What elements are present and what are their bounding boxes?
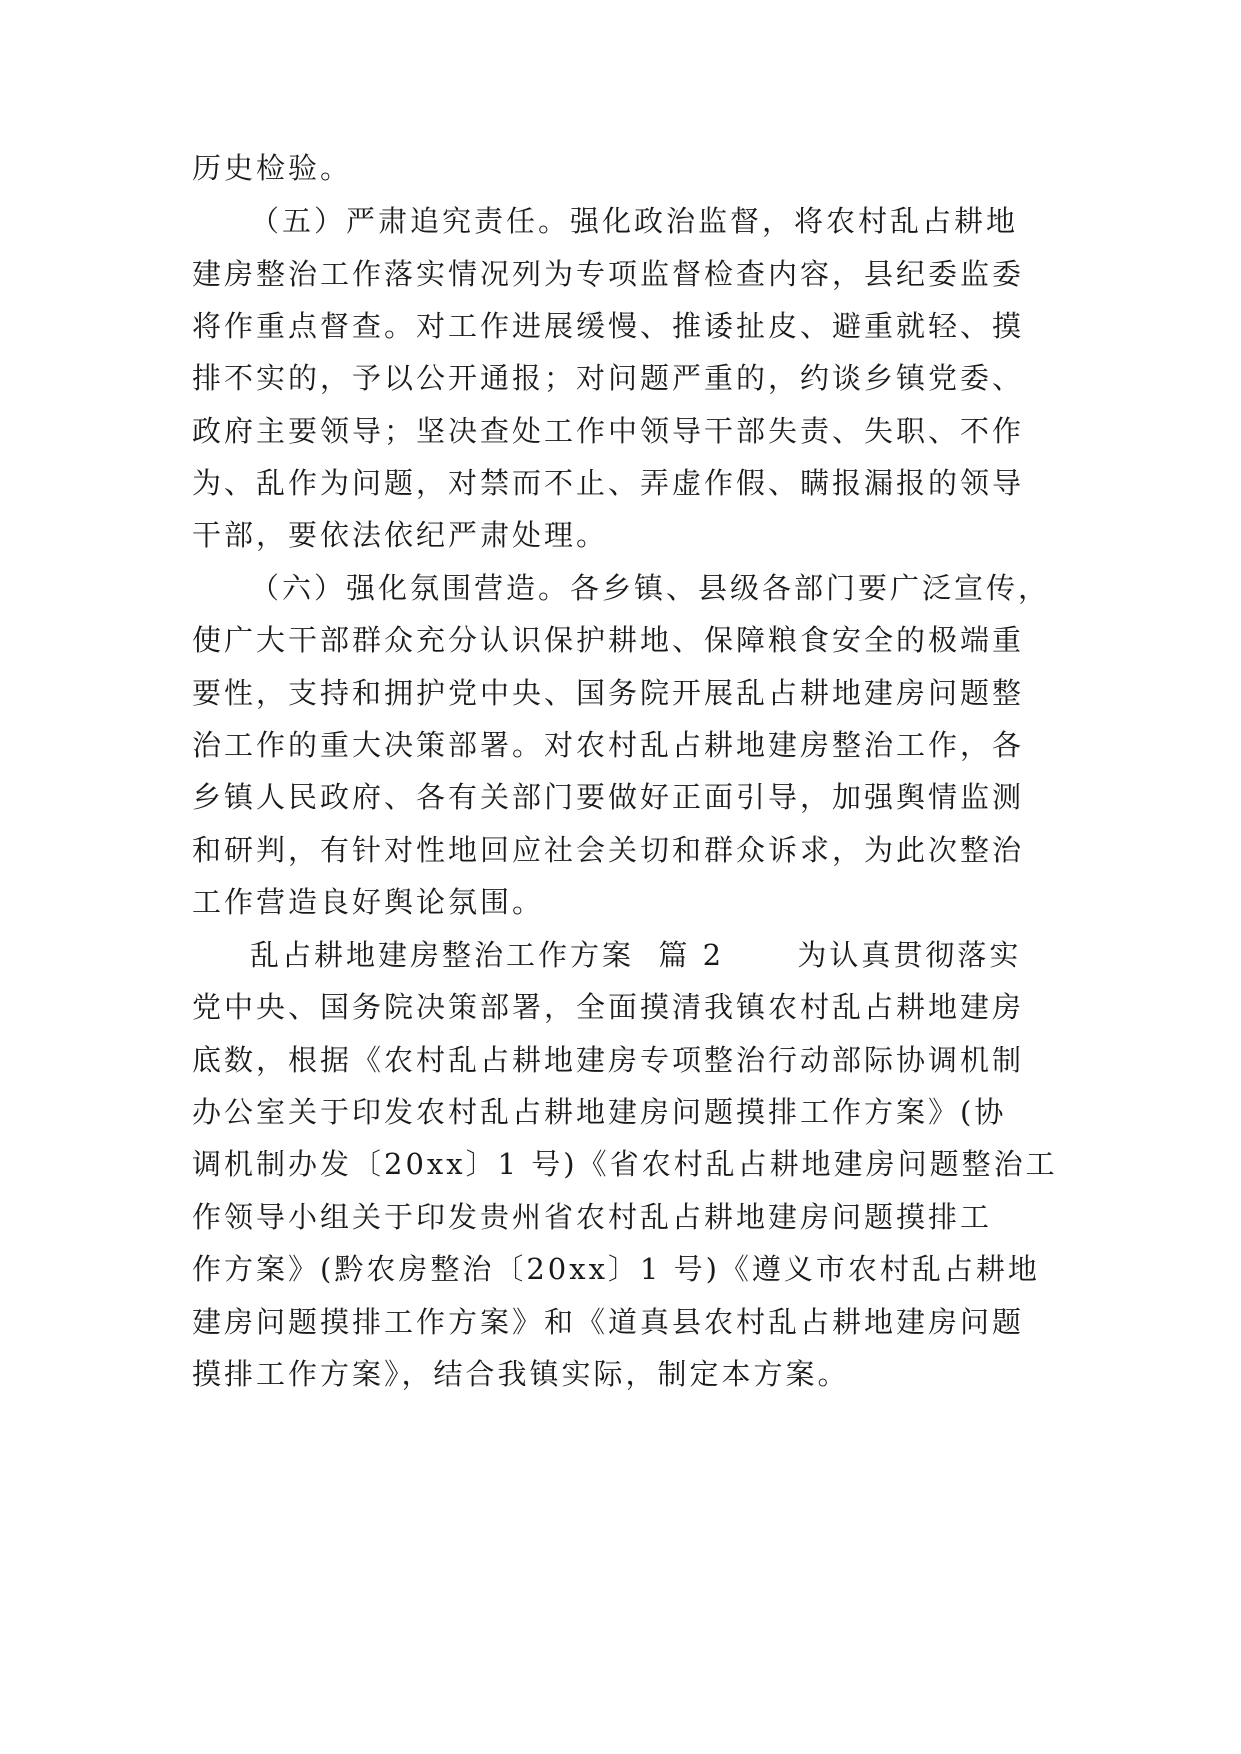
text-line: 干部，要依法依纪严肃处理。	[192, 518, 609, 552]
text-line: 乡镇人民政府、各有关部门要做好正面引导，加强舆情监测	[192, 780, 1025, 814]
text-line: 将作重点督查。对工作进展缓慢、推诿扯皮、避重就轻、摸	[192, 309, 1025, 343]
text-line: 办公室关于印发农村乱占耕地建房问题摸排工作方案》(协	[192, 1095, 1007, 1129]
text-line: 底数，根据《农村乱占耕地建房专项整治行动部际协调机制	[192, 1043, 1025, 1077]
text-line: 调机制办发〔20xx〕1 号)《省农村乱占耕地建房问题整治工	[192, 1147, 1058, 1181]
text-line: 历史检验。	[192, 151, 353, 185]
text-line: 排不实的，予以公开通报；对问题严重的，约谈乡镇党委、	[192, 361, 1025, 395]
text-line: 工作营造良好舆论氛围。	[192, 885, 545, 919]
text-line: 建房整治工作落实情况列为专项监督检查内容，县纪委监委	[192, 257, 1025, 291]
text-line: 党中央、国务院决策部署，全面摸清我镇农村乱占耕地建房	[192, 990, 1025, 1024]
text-line: 摸排工作方案》，结合我镇实际，制定本方案。	[192, 1357, 850, 1391]
text-line: 为、乱作为问题，对禁而不止、弄虚作假、瞒报漏报的领导	[192, 466, 1025, 500]
text-line: 政府主要领导；坚决查处工作中领导干部失责、失职、不作	[192, 414, 1025, 448]
text-line: 要性，支持和拥护党中央、国务院开展乱占耕地建房问题整	[192, 676, 1025, 710]
text-line: （五）严肃追究责任。强化政治监督，将农村乱占耕地	[250, 204, 1019, 238]
text-line: （六）强化氛围营造。各乡镇、县级各部门要广泛宣传，	[250, 571, 1051, 605]
text-line: 作方案》(黔农房整治〔20xx〕1 号)《遵义市农村乱占耕地	[192, 1252, 1040, 1286]
text-line: 建房问题摸排工作方案》和《道真县农村乱占耕地建房问题	[192, 1305, 1025, 1339]
text-line: 和研判，有针对性地回应社会关切和群众诉求，为此次整治	[192, 833, 1025, 867]
text-line: 治工作的重大决策部署。对农村乱占耕地建房整治工作，各	[192, 728, 1025, 762]
text-line: 使广大干部群众充分认识保护耕地、保障粮食安全的极端重	[192, 623, 1025, 657]
text-line: 乱占耕地建房整治工作方案 篇 2 为认真贯彻落实	[250, 938, 1022, 972]
text-line: 作领导小组关于印发贵州省农村乱占耕地建房问题摸排工	[192, 1200, 993, 1234]
